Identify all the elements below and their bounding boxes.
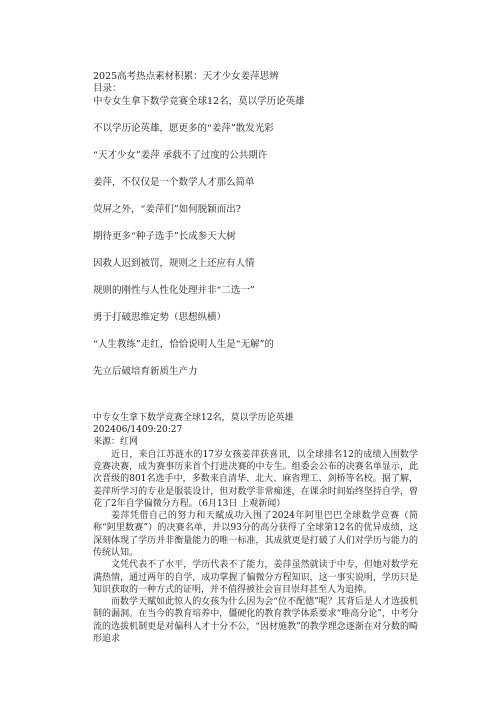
toc-item[interactable]: 中专女生拿下数学竞赛全球12名，莫以学历论英雄 [93,96,305,107]
toc-item[interactable]: 姜萍，不仅仅是一个数学人才那么简单 [93,177,255,188]
toc-heading: 目录： [93,83,122,94]
article-paragraph: 文凭代表不了水平，学历代表不了能力，姜萍虽然就读于中专，但她对数学充满热情，通过两年的自学，成功掌握了偏微分方程知识，这一事实说明，学历只是知识获取的一种方式的证明，并不值得被社会盲目崇拜甚至人为追捧。 [93,560,418,595]
article-date: 202406/1409:20:27 [93,425,183,436]
article-paragraph: 而数学天赋如此惊人的女孩为什么因为会“位不配德”呢？其背后是人才选拔机制的漏洞。在当今的教育培养中，僵硬化的教育教学体系要求“唯高分论”，中考分流的选拔机制更是对偏科人才十分不公，“因材施教”的教学理念逐渐在对分数的畸形追求 [93,597,418,645]
document-title: 2025高考热点素材积累：天才少女姜萍思辨 [93,71,279,82]
article-title: 中专女生拿下数学竞赛全球12名，莫以学历论英雄 [93,413,294,423]
toc-item[interactable]: 因救人迟到被罚，规则之上还应有人情 [93,258,255,269]
toc-item[interactable]: 规则的刚性与人性化处理并非“二选一” [93,285,255,296]
toc-item[interactable]: 荧屏之外，“姜萍们”如何脱颖而出? [93,204,241,215]
article [93,412,418,645]
toc-item[interactable]: “天才少女”姜萍 承载不了过度的公共期许 [93,150,268,161]
toc-item[interactable]: 先立后破培育新质生产力 [93,366,198,377]
toc-item[interactable]: 不以学历论英雄，愿更多的“姜萍”散发光彩 [93,123,274,134]
toc-item[interactable]: 期待更多“种子选手”长成参天大树 [93,231,236,242]
article-source: 来源：红网 [93,437,139,448]
article-paragraph: 姜萍凭借自己的努力和天赋成功入围了2024年阿里巴巴全球数学竞赛（简称“阿里数赛”）的决赛名单，并以93分的高分获得了全球第12名的优异成绩，这深刻体现了学历并非衡量能力的唯一标准，其成就更是打破了人们对学历与能力的传统认知。 [93,511,418,558]
toc-item[interactable]: “人生教练”走红，恰恰说明人生是“无解”的 [93,339,274,350]
toc-item[interactable]: 勇于打破思维定势（思想纵横） [93,312,227,323]
article-paragraph: 近日，来自江苏涟水的17岁女孩姜萍获喜讯，以全球排名12的成绩入围数学竞赛决赛，成为赛事历来首个打进决赛的中专生。组委会公布的决赛名单显示，此次晋级的801名选手中，多数来自清华、北大、麻省理工、剑桥等名校。据了解，姜萍所学习的专业是服装设计，但对数学非常痴迷，在课余时间始终坚持自学，曾花了2年自学偏微分方程。（6月13日 上观新闻） [93,449,418,509]
